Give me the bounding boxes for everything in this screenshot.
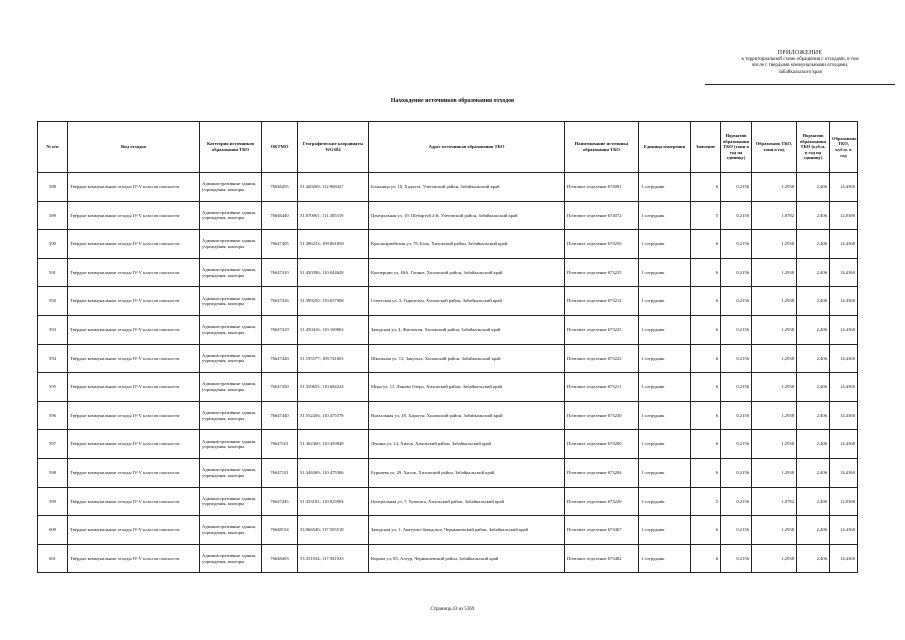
cell-coords: 51.346369; 110.475306 (298, 458, 369, 487)
cell-source-name: Почтовое отделение 673467 (565, 516, 639, 545)
cell-oktmo: 76647419 (262, 315, 298, 344)
cell-unit: 1 сотрудник (639, 458, 691, 487)
header-norm-m3: Норматив образования ТКО (куб.м. в год на единицу) (797, 122, 830, 173)
table-row (38, 173, 858, 202)
appendix-block (700, 50, 900, 85)
cell-tko-t: 1,0782 (752, 487, 797, 516)
cell-source-name: Почтовое отделение 674081 (565, 173, 639, 202)
cell-value: 6 (691, 344, 721, 373)
cell-address: Вокзальная ул, 18, Харагун, Хилокский район, Забайкальский край (369, 401, 565, 430)
cell-norm-t: 0,2156 (721, 258, 752, 287)
cell-norm-t: 0,2156 (721, 344, 752, 373)
table-row (38, 487, 858, 516)
cell-tko-t: 1,2938 (752, 544, 797, 573)
table-row (38, 458, 858, 487)
header-waste-type: Вид отходов (68, 122, 200, 173)
cell-norm-t: 0,2156 (721, 373, 752, 402)
cell-category: Административные здания, учреждения, конторы (200, 430, 262, 459)
cell-norm-t: 0,2156 (721, 516, 752, 545)
cell-norm-m3: 2,406 (797, 258, 830, 287)
cell-unit: 1 сотрудник (639, 373, 691, 402)
appendix-title: ПРИЛОЖЕНИЕ (777, 50, 823, 56)
cell-source-name: Почтовое отделение 673220 (565, 487, 639, 516)
cell-category: Административные здания, учреждения, конторы (200, 173, 262, 202)
cell-address: Бурнаева ул, 29, Хилок, Хилокский район, Забайкальский край (369, 458, 565, 487)
cell-norm-t: 0,2156 (721, 315, 752, 344)
cell-value: 6 (691, 258, 721, 287)
cell-category: Административные здания, учреждения, конторы (200, 344, 262, 373)
cell-waste-type: Твёрдые коммунальные отходы IV-V классов опасности (68, 458, 200, 487)
cell-address: Красноармейская ул, 78, Баль, Хилокский район, Забайкальский край (369, 230, 565, 259)
cell-tko-m3: 14,4360 (830, 230, 858, 259)
header-unit: Единица измерения (639, 122, 691, 173)
cell-waste-type: Твёрдые коммунальные отходы IV-V классов опасности (68, 315, 200, 344)
cell-coords: 51.450396; 110.044628 (298, 258, 369, 287)
cell-category: Административные здания, учреждения, конторы (200, 287, 262, 316)
cell-coords: 51.450416; 110.169863 (298, 315, 369, 344)
cell-waste-type: Твёрдые коммунальные отходы IV-V классов опасности (68, 258, 200, 287)
cell-coords: 51.552456; 110.475578 (298, 401, 369, 430)
cell-tko-m3: 14,4360 (830, 458, 858, 487)
cell-norm-m3: 2,406 (797, 230, 830, 259)
cell-tko-m3: 14,4360 (830, 544, 858, 573)
cell-oktmo: 76647101 (262, 430, 298, 459)
cell-num: 598 (38, 458, 68, 487)
header-coords: Географические координаты WGS84 (298, 122, 369, 173)
cell-tko-m3: 14,4360 (830, 173, 858, 202)
cell-tko-m3: 14,4360 (830, 315, 858, 344)
cell-oktmo: 76648154 (262, 516, 298, 545)
cell-tko-t: 1,2938 (752, 373, 797, 402)
cell-coords: 51.362360; 110.459848 (298, 430, 369, 459)
cell-address: Заводская ул, 4, Жипхеген, Хилокский район, Забайкальский край (369, 315, 565, 344)
cell-value: 6 (691, 544, 721, 573)
cell-address: Кооперции ул, 46А, Глинка, Хилокский район, Забайкальский край (369, 258, 565, 287)
cell-unit: 1 сотрудник (639, 544, 691, 573)
header-tko-m3: Образовано ТКО, куб.м. в год (830, 122, 858, 173)
cell-unit: 1 сотрудник (639, 258, 691, 287)
cell-category: Административные здания, учреждения, конторы (200, 516, 262, 545)
cell-category: Административные здания, учреждения, конторы (200, 401, 262, 430)
cell-waste-type: Твёрдые коммунальные отходы IV-V классов опасности (68, 516, 200, 545)
cell-num: 599 (38, 487, 68, 516)
cell-tko-t: 1,2938 (752, 258, 797, 287)
cell-waste-type: Твёрдые коммунальные отходы IV-V классов опасности (68, 544, 200, 573)
cell-tko-t: 1,2938 (752, 287, 797, 316)
cell-unit: 1 сотрудник (639, 401, 691, 430)
cell-oktmo: 76647416 (262, 287, 298, 316)
cell-coords: 51.070061; 111.385319 (298, 201, 369, 230)
cell-oktmo: 76647445 (262, 487, 298, 516)
cell-value: 6 (691, 173, 721, 202)
table-row (38, 373, 858, 402)
cell-norm-m3: 2,406 (797, 287, 830, 316)
cell-waste-type: Твёрдые коммунальные отходы IV-V классов опасности (68, 201, 200, 230)
cell-unit: 1 сотрудник (639, 516, 691, 545)
cell-num: 597 (38, 430, 68, 459)
cell-oktmo: 76647430 (262, 373, 298, 402)
cell-value: 6 (691, 315, 721, 344)
cell-waste-type: Твёрдые коммунальные отходы IV-V классов опасности (68, 373, 200, 402)
cell-num: 590 (38, 230, 68, 259)
table-header-row (38, 122, 858, 173)
cell-tko-t: 1,2938 (752, 430, 797, 459)
cell-tko-t: 1,2938 (752, 344, 797, 373)
header-oktmo: ОКТМО (262, 122, 298, 173)
cell-norm-m3: 2,406 (797, 458, 830, 487)
cell-norm-t: 0,2156 (721, 458, 752, 487)
table-row (38, 201, 858, 230)
cell-category: Административные здания, учреждения, конторы (200, 258, 262, 287)
cell-norm-t: 0,2156 (721, 430, 752, 459)
cell-tko-m3: 14,4360 (830, 344, 858, 373)
cell-tko-t: 1,2938 (752, 516, 797, 545)
cell-tko-m3: 14,4360 (830, 430, 858, 459)
cell-norm-t: 0,2156 (721, 230, 752, 259)
cell-coords: 51.399250; 110.657908 (298, 287, 369, 316)
cell-source-name: Почтовое отделение 673225 (565, 315, 639, 344)
cell-norm-t: 0,2156 (721, 487, 752, 516)
cell-category: Административные здания, учреждения, конторы (200, 487, 262, 516)
cell-value: 6 (691, 430, 721, 459)
waste-sources-table (37, 121, 858, 573)
cell-address: Центральная ул, 7, Хушенга, Хилокский район, Забайкальский край (369, 487, 565, 516)
cell-tko-t: 1,2938 (752, 401, 797, 430)
cell-value: 6 (691, 458, 721, 487)
cell-tko-t: 1,2938 (752, 230, 797, 259)
cell-address: Центральная ул, 19, Шебартуй 2-й, Улётовский район, Забайкальский край (369, 201, 565, 230)
header-norm-t: Норматив образования ТКО (тонн в год на единицу) (721, 122, 752, 173)
appendix-line-1: к территориальной схеме обращения с отходами, в том (741, 56, 859, 62)
cell-coords: 51.359655; 110.684224 (298, 373, 369, 402)
cell-address: Больница ул, 10, Хадахта, Улётовский район, Забайкальский край (369, 173, 565, 202)
cell-source-name: Почтовое отделение 673482 (565, 544, 639, 573)
cell-source-name: Почтовое отделение 674072 (565, 201, 639, 230)
cell-tko-m3: 14,4360 (830, 401, 858, 430)
cell-oktmo: 76646440 (262, 201, 298, 230)
cell-category: Административные здания, учреждения, конторы (200, 315, 262, 344)
cell-address: Школьная ул, 13, Закульта, Хилокский район, Забайкальский край (369, 344, 565, 373)
cell-unit: 1 сотрудник (639, 430, 691, 459)
cell-tko-m3: 14,4360 (830, 258, 858, 287)
cell-oktmo: 76646455 (262, 173, 298, 202)
cell-waste-type: Твёрдые коммунальные отходы IV-V классов опасности (68, 230, 200, 259)
table-row (38, 430, 858, 459)
cell-source-name: Почтовое отделение 673222 (565, 344, 639, 373)
cell-coords: 53.351034; 117.941033 (298, 544, 369, 573)
appendix-line-2: числе с твердыми коммунальными отходами, (751, 63, 849, 68)
cell-norm-m3: 2,406 (797, 373, 830, 402)
cell-value: 6 (691, 401, 721, 430)
table-row (38, 315, 858, 344)
cell-oktmo: 76647101 (262, 458, 298, 487)
cell-address: Мира ул, 11, Линево Озеро, Хилокский район, Забайкальский край (369, 373, 565, 402)
cell-source-name: Почтовое отделение 673212 (565, 287, 639, 316)
cell-norm-t: 0,2156 (721, 544, 752, 573)
cell-num: 594 (38, 344, 68, 373)
cell-norm-m3: 2,406 (797, 487, 830, 516)
cell-value: 6 (691, 287, 721, 316)
cell-oktmo: 76647420 (262, 344, 298, 373)
cell-coords: 51.386233; 109.861830 (298, 230, 369, 259)
cell-category: Административные здания, учреждения, конторы (200, 230, 262, 259)
cell-coords: 51.195577; 109.741681 (298, 344, 369, 373)
cell-norm-t: 0,2156 (721, 173, 752, 202)
page-number: Страница 43 из 5369 (430, 607, 475, 612)
cell-unit: 1 сотрудник (639, 344, 691, 373)
cell-norm-t: 0,2156 (721, 287, 752, 316)
cell-norm-t: 0,2156 (721, 201, 752, 230)
cell-norm-m3: 2,406 (797, 344, 830, 373)
cell-num: 591 (38, 258, 68, 287)
table-row (38, 258, 858, 287)
table-row (38, 544, 858, 573)
cell-oktmo: 76648403 (262, 544, 298, 573)
cell-address: Кирова ул, 83, Алеур, Чернышевский район, Забайкальский край (369, 544, 565, 573)
table-row (38, 287, 858, 316)
cell-waste-type: Твёрдые коммунальные отходы IV-V классов опасности (68, 430, 200, 459)
appendix-line-3: Забайкальского края (778, 69, 822, 75)
cell-num: 593 (38, 315, 68, 344)
cell-tko-t: 1,0782 (752, 201, 797, 230)
cell-num: 596 (38, 401, 68, 430)
cell-waste-type: Твёрдые коммунальные отходы IV-V классов опасности (68, 287, 200, 316)
cell-norm-m3: 2,406 (797, 544, 830, 573)
header-value: Значение (691, 122, 721, 173)
cell-value: 5 (691, 487, 721, 516)
cell-address: Советская ул, 3, Гыршелун, Хилокский район, Забайкальский край (369, 287, 565, 316)
cell-unit: 1 сотрудник (639, 315, 691, 344)
header-category: Категория источников образования ТКО (200, 122, 262, 173)
table-row (38, 401, 858, 430)
appendix-rule (705, 84, 895, 85)
cell-address: Заводская ул, 1, Акатуево-Заводское, Чернышевский район, Забайкальский край (369, 516, 565, 545)
cell-coords: 51.433181; 110.925904 (298, 487, 369, 516)
cell-num: 600 (38, 516, 68, 545)
cell-norm-m3: 2,406 (797, 173, 830, 202)
cell-source-name: Почтовое отделение 673200 (565, 430, 639, 459)
cell-unit: 1 сотрудник (639, 287, 691, 316)
cell-tko-t: 1,2938 (752, 173, 797, 202)
cell-source-name: Почтовое отделение 673230 (565, 401, 639, 430)
cell-num: 595 (38, 373, 68, 402)
document-title: Нахождение источников образования отходов (390, 98, 515, 104)
cell-source-name: Почтовое отделение 673250 (565, 230, 639, 259)
cell-oktmo: 76647410 (262, 258, 298, 287)
cell-value: 6 (691, 516, 721, 545)
cell-address: Ленина ул, 14, Хилок, Хилокский район, Забайкальский край (369, 430, 565, 459)
cell-category: Административные здания, учреждения, конторы (200, 201, 262, 230)
cell-coords: 51.420269; 112.968427 (298, 173, 369, 202)
table-row (38, 230, 858, 259)
cell-num: 589 (38, 201, 68, 230)
cell-value: 6 (691, 230, 721, 259)
cell-unit: 1 сотрудник (639, 201, 691, 230)
cell-tko-t: 1,2938 (752, 458, 797, 487)
header-num: № п/п (38, 122, 68, 173)
cell-norm-m3: 2,406 (797, 516, 830, 545)
cell-num: 601 (38, 544, 68, 573)
cell-category: Административные здания, учреждения, конторы (200, 458, 262, 487)
cell-waste-type: Твёрдые коммунальные отходы IV-V классов опасности (68, 173, 200, 202)
cell-waste-type: Твёрдые коммунальные отходы IV-V классов опасности (68, 344, 200, 373)
cell-source-name: Почтовое отделение 673204 (565, 458, 639, 487)
cell-coords: 53.066540; 117.505518 (298, 516, 369, 545)
cell-category: Административные здания, учреждения, конторы (200, 544, 262, 573)
table-row (38, 516, 858, 545)
cell-value: 6 (691, 373, 721, 402)
cell-unit: 1 сотрудник (639, 230, 691, 259)
cell-oktmo: 76647405 (262, 230, 298, 259)
cell-norm-m3: 2,406 (797, 315, 830, 344)
cell-num: 592 (38, 287, 68, 316)
cell-source-name: Почтовое отделение 673235 (565, 258, 639, 287)
cell-category: Административные здания, учреждения, конторы (200, 373, 262, 402)
cell-unit: 1 сотрудник (639, 173, 691, 202)
header-address: Адрес источников образования ТКО (369, 122, 565, 173)
cell-tko-t: 1,2938 (752, 315, 797, 344)
header-source-name: Наименование источника образования ТКО (565, 122, 639, 173)
cell-waste-type: Твёрдые коммунальные отходы IV-V классов опасности (68, 401, 200, 430)
cell-unit: 1 сотрудник (639, 487, 691, 516)
cell-norm-m3: 2,406 (797, 201, 830, 230)
cell-norm-t: 0,2156 (721, 401, 752, 430)
table-row (38, 344, 858, 373)
header-tko-t: Образовано ТКО, тонн в год (752, 122, 797, 173)
cell-tko-m3: 14,4360 (830, 373, 858, 402)
cell-tko-m3: 12,0300 (830, 487, 858, 516)
cell-value: 5 (691, 201, 721, 230)
cell-tko-m3: 14,4360 (830, 516, 858, 545)
cell-source-name: Почтовое отделение 673211 (565, 373, 639, 402)
cell-oktmo: 76647440 (262, 401, 298, 430)
cell-norm-m3: 2,406 (797, 401, 830, 430)
cell-norm-m3: 2,406 (797, 430, 830, 459)
cell-num: 588 (38, 173, 68, 202)
cell-waste-type: Твёрдые коммунальные отходы IV-V классов опасности (68, 487, 200, 516)
cell-tko-m3: 12,0300 (830, 201, 858, 230)
cell-tko-m3: 14,4360 (830, 287, 858, 316)
